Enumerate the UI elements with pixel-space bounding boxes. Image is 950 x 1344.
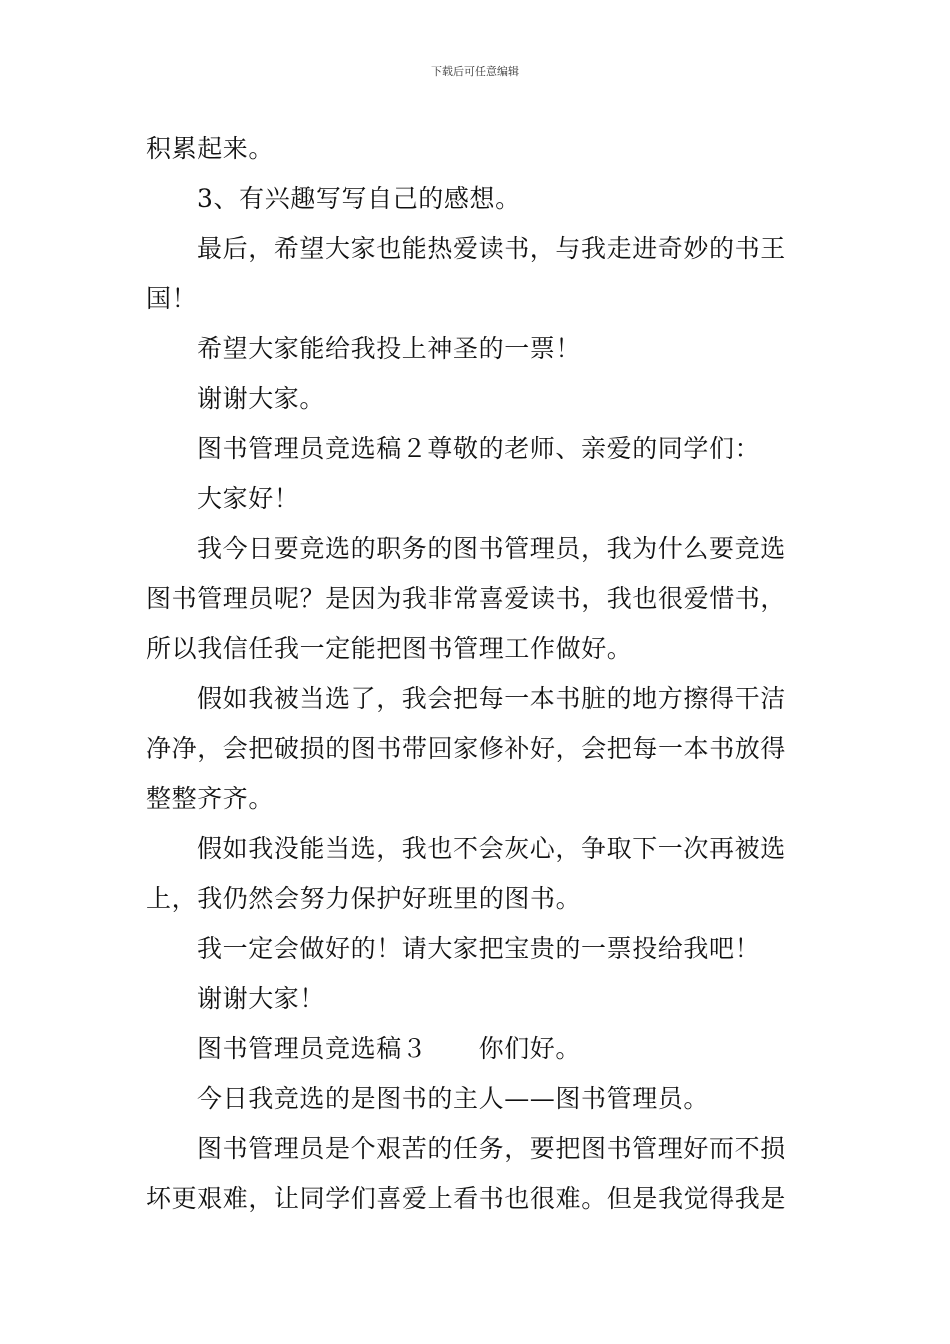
paragraph-task-difficulty: 图书管理员是个艰苦的任务，要把图书管理好而不损 [197,1134,786,1163]
paragraph-if-not-elected: 假如我没能当选，我也不会灰心，争取下一次再被选 [197,834,786,863]
paragraph-point-3: 3、有兴趣写写自己的感想。 [197,184,521,213]
document-body [146,124,811,1224]
text-line-continuation: 净净，会把破损的图书带回家修补好，会把每一本书放得 [146,734,787,763]
paragraph-thanks: 谢谢大家。 [197,384,326,413]
text-line-continuation: 所以我信任我一定能把图书管理工作做好。 [146,634,633,663]
paragraph-greeting: 大家好！ [197,484,300,513]
text-line-continuation: 积累起来。 [146,134,275,163]
text-line-continuation: 图书管理员呢？是因为我非常喜爱读书，我也很爱惜书， [146,584,787,613]
page-header: 下载后可任意编辑 [431,65,519,78]
text-line-continuation: 上，我仍然会努力保护好班里的图书。 [146,884,582,913]
paragraph-if-elected: 假如我被当选了，我会把每一本书脏的地方擦得干洁 [197,684,786,713]
paragraph-candidacy: 今日我竞选的是图书的主人——图书管理员。 [197,1084,710,1113]
text-line-continuation: 国！ [146,284,198,313]
paragraph-closing: 最后，希望大家也能热爱读书，与我走进奇妙的书王 [197,234,786,263]
paragraph-intro: 我今日要竞选的职务的图书管理员，我为什么要竞选 [197,534,786,563]
paragraph-vote-request: 希望大家能给我投上神圣的一票！ [197,334,582,363]
paragraph-thanks: 谢谢大家！ [197,984,326,1013]
section-title-speech-3: 图书管理员竞选稿３ 你们好。 [197,1034,582,1063]
section-title-speech-2: 图书管理员竞选稿２尊敬的老师、亲爱的同学们： [197,434,761,463]
text-line-continuation: 坏更艰难，让同学们喜爱上看书也很难。但是我觉得我是 [146,1184,787,1213]
text-line-continuation: 整整齐齐。 [146,784,275,813]
paragraph-promise: 我一定会做好的！请大家把宝贵的一票投给我吧！ [197,934,761,963]
